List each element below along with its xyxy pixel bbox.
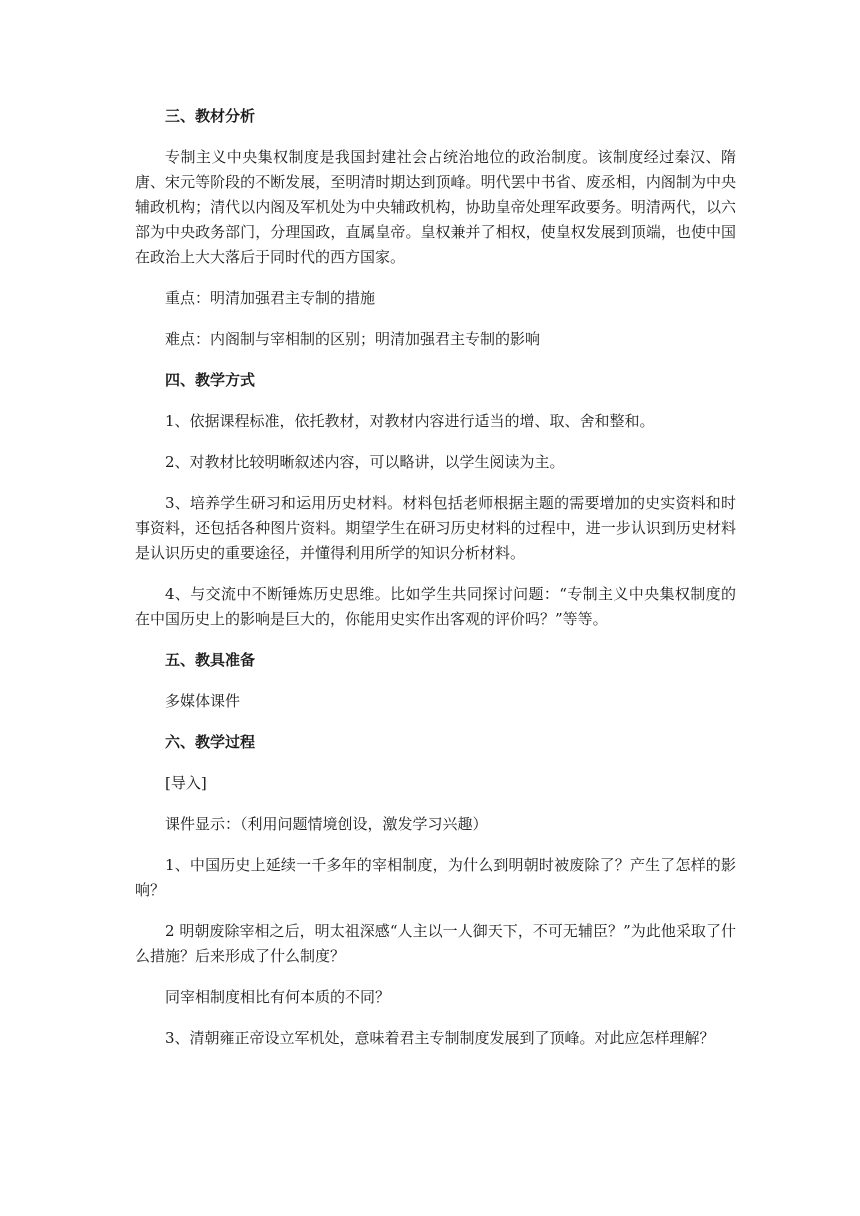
- section-heading-methods: 四、教学方式: [165, 371, 256, 389]
- section-heading-analysis: 三、教材分析: [165, 107, 256, 125]
- method-item-2: 2、对教材比较明晰叙述内容，可以略讲，以学生阅读为主。: [165, 453, 565, 471]
- analysis-paragraph: 专制主义中央集权制度是我国封建社会占统治地位的政治制度。该制度经过秦汉、隋唐、宋元等阶段的不断发展，至明清时期达到顶峰。明代罢中书省、废丞相，内阁制为中央辅政机构；清代以内阁及军机处为中央辅政机构，协助皇帝处理军政要务。明清两代，以六部为中央政务部门，分理国政，直属皇帝。皇权兼并了相权，使皇权发展到顶端，也使中国在政治上大大落后于同时代的西方国家。: [135, 148, 736, 266]
- intro-label: [导入]: [165, 774, 207, 792]
- question-2: 2 明朝废除宰相之后，明太祖深感“人主以一人御天下，不可无辅臣？”为此他采取了什么措施？后来形成了什么制度？: [135, 922, 736, 965]
- method-item-3: 3、培养学生研习和运用历史材料。材料包括老师根据主题的需要增加的史实资料和时事资料，还包括各种图片资料。期望学生在研习历史材料的过程中，进一步认识到历史材料是认识历史的重要途径，并懂得利用所学的知识分析材料。: [135, 494, 736, 562]
- courseware-text: 课件显示：（利用问题情境创设，激发学习兴趣）: [165, 815, 488, 833]
- key-point: 重点：明清加强君主专制的措施: [165, 289, 376, 307]
- section-heading-process: 六、教学过程: [165, 733, 256, 751]
- tools-text: 多媒体课件: [165, 692, 241, 710]
- method-item-4: 4、与交流中不断锤炼历史思维。比如学生共同探讨问题：“专制主义中央集权制度的在中国历史上的影响是巨大的，你能用史实作出客观的评价吗？”等等。: [135, 585, 736, 628]
- question-3: 3、清朝雍正帝设立军机处，意味着君主专制制度发展到了顶峰。对此应怎样理解？: [165, 1029, 715, 1047]
- method-item-1: 1、依据课程标准，依托教材，对教材内容进行适当的增、取、舍和整和。: [165, 412, 655, 430]
- difficult-point: 难点：内阁制与宰相制的区别；明清加强君主专制的影响: [165, 330, 541, 348]
- question-2-followup: 同宰相制度相比有何本质的不同？: [165, 988, 391, 1006]
- section-heading-tools: 五、教具准备: [165, 651, 256, 669]
- question-1: 1、中国历史上延续一千多年的宰相制度，为什么到明朝时被废除了？产生了怎样的影响？: [135, 856, 736, 899]
